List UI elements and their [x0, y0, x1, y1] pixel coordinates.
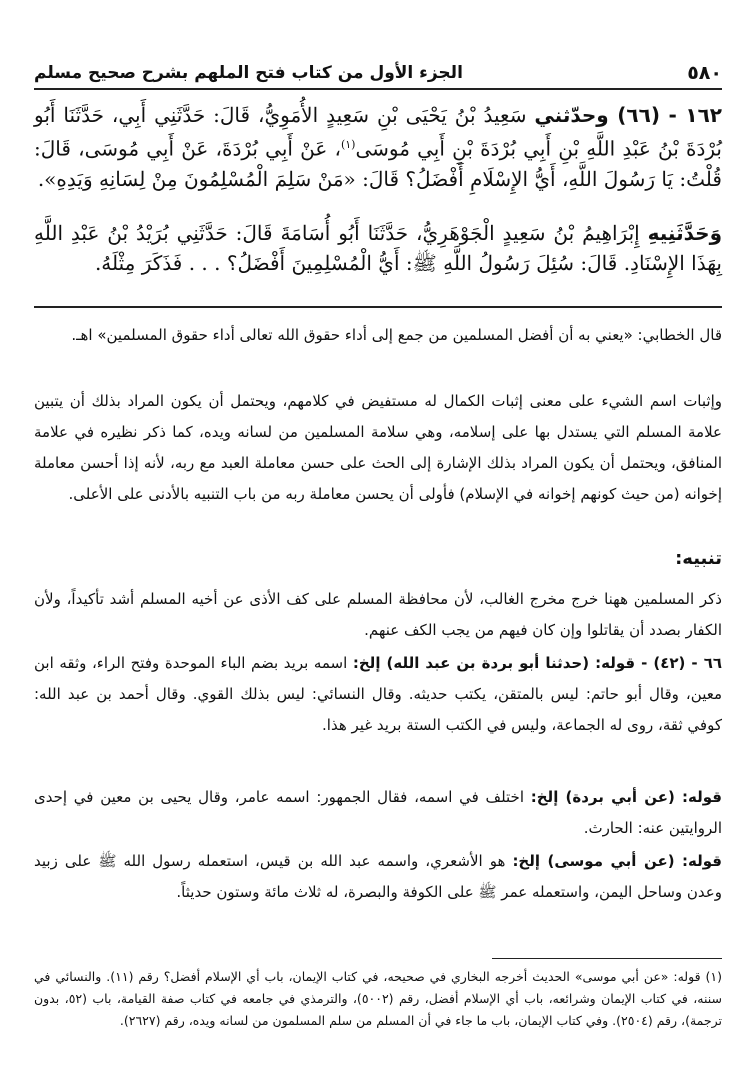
- hadith-text-cont: ، عَنْ أَبِي بُرْدَةَ، عَنْ أَبِي مُوسَى، قَالَ: قُلْتُ: يَا رَسُولَ اللَّهِ، أَيُّ الإِسْلَامِ أَفْضَلُ؟ قَالَ: «مَنْ سَلِمَ الْمُسْلِمُونَ مِنْ لِسَانِهِ وَيَدِهِ».: [34, 136, 722, 191]
- commentary-lead: ٦٦ - (٤٢) - قوله: (حدثنا أبو بردة بن عبد الله) إلخ:: [352, 654, 722, 672]
- hadith-text: سَعِيدُ بْنُ يَحْيَى بْنِ سَعِيدٍ الأُمَوِيُّ، قَالَ: حَدَّثَنِي أَبِي، حَدَّثَنَا أَبُو بُرْدَةَ بْنُ عَبْدِ اللَّهِ بْنِ أَبِي بُرْدَةَ بْنِ أَبِي مُوسَى: [34, 103, 722, 161]
- section-rule: [34, 306, 722, 308]
- commentary-text: هو الأشعري، واسمه عبد الله بن قيس، استعمله رسول الله ﷺ على زبيد وعدن وساحل اليمن، واستعمله عمر ﷺ على الكوفة والبصرة، له ثلاث مائة وستون حديثاً.: [34, 852, 722, 901]
- hadith-paragraph-2: [34, 218, 722, 278]
- commentary-para-4: [34, 648, 722, 741]
- commentary-text: اختلف في اسمه، فقال الجمهور: اسمه عامر، وقال يحيى بن معين في إحدى الروايتين عنه: الحارث.: [34, 788, 722, 837]
- page-number: ٥٨٠: [687, 62, 722, 84]
- commentary-para-2: وإثبات اسم الشيء على معنى إثبات الكمال له مستفيض في كلامهم، ويحتمل أن يكون المراد بذلك أن يتبين علامة المسلم التي يستدل بها على إسلامه، وهي سلامة المسلمين من لسانه ويده، كما ذكر نظيره في علامة المنافق، ويحتمل أن يكون المراد بذلك الإشارة إلى الحث على حسن معاملة العبد مع ربه، لأنه إذا أحسن معاملة إخوانه (من حيث كونهم إخوانه في الإسلام) فأولى أن يحسن معاملة ربه من باب التنبيه بالأدنى على الأعلى.: [34, 392, 722, 503]
- footnote: (١) قوله: «عن أبي موسى» الحديث أخرجه البخاري في صحيحه، في كتاب الإيمان، باب أي الإسلام أفضل؟ رقم (١١). والنسائي في سننه، في كتاب الإيمان وشرائعه، باب أي الإسلام أفضل، رقم (٥٠٠٢)، والترمذي في جامعه في كتاب صفة القيامة، باب (٥٢، بدون ترجمة)، رقم (٢٥٠٤). وفي كتاب الإيمان، باب ما جاء في أن المسلم من سلم المسلمون من لسانه ويده، رقم (٢٦٢٧).: [34, 969, 723, 1028]
- hadith-lead: وَحَدَّثَنِيهِ: [647, 221, 723, 245]
- commentary-lead: قوله: (عن أبي موسى) إلخ:: [512, 852, 722, 870]
- commentary-para-5: [34, 782, 722, 844]
- page-header: [34, 58, 722, 88]
- note-heading: تنبيه:: [675, 548, 722, 569]
- commentary-lead: قوله: (عن أبي بردة) إلخ:: [530, 788, 722, 806]
- hadith-text: إِبْرَاهِيمُ بْنُ سَعِيدٍ الْجَوْهَرِيُّ، حَدَّثَنَا أَبُو أُسَامَةَ قَالَ: حَدَّثَنِي بُرَيْدُ بْنُ عَبْدِ اللَّهِ بِهَذَا الإِسْنَادِ. قَالَ: سُئِلَ رَسُولُ اللَّهِ ﷺ: أَيُّ الْمُسْلِمِينَ أَفْضَلُ؟ . . . فَذَكَرَ مِثْلَهُ.: [34, 221, 722, 275]
- hadith-paragraph-1: [34, 100, 722, 194]
- footnote-rule: [492, 958, 722, 959]
- running-title: الجزء الأول من كتاب فتح الملهم بشرح صحيح مسلم: [34, 63, 463, 83]
- header-rule: [34, 88, 722, 90]
- commentary-para-1: قال الخطابي: «يعني به أن أفضل المسلمين من جمع إلى أداء حقوق الله تعالى أداء حقوق المسلمين» اهـ.: [71, 326, 722, 344]
- hadith-number-lead: ١٦٢ - (٦٦) وحدّثني: [534, 103, 722, 127]
- footnote-marker[interactable]: (١): [340, 138, 356, 151]
- commentary-para-3: ذكر المسلمين ههنا خرج مخرج الغالب، لأن محافظة المسلم على كف الأذى عن أخيه المسلم أشد تأكيداً، ولأن الكفار بصدد أن يقاتلوا وإن كان فيهم من يجب الكف عنهم.: [34, 590, 722, 639]
- commentary-text: اسمه بريد بضم الباء الموحدة وفتح الراء، وثقه ابن معين، وقال أبو حاتم: ليس بالمتقن، يكتب حديثه. وقال النسائي: ليس بذلك القوي. وقال أحمد بن عبد الله: كوفي ثقة، روى له الجماعة، وليس في الكتب الستة بريد غير هذا.: [34, 654, 722, 734]
- commentary-para-6: [34, 846, 722, 908]
